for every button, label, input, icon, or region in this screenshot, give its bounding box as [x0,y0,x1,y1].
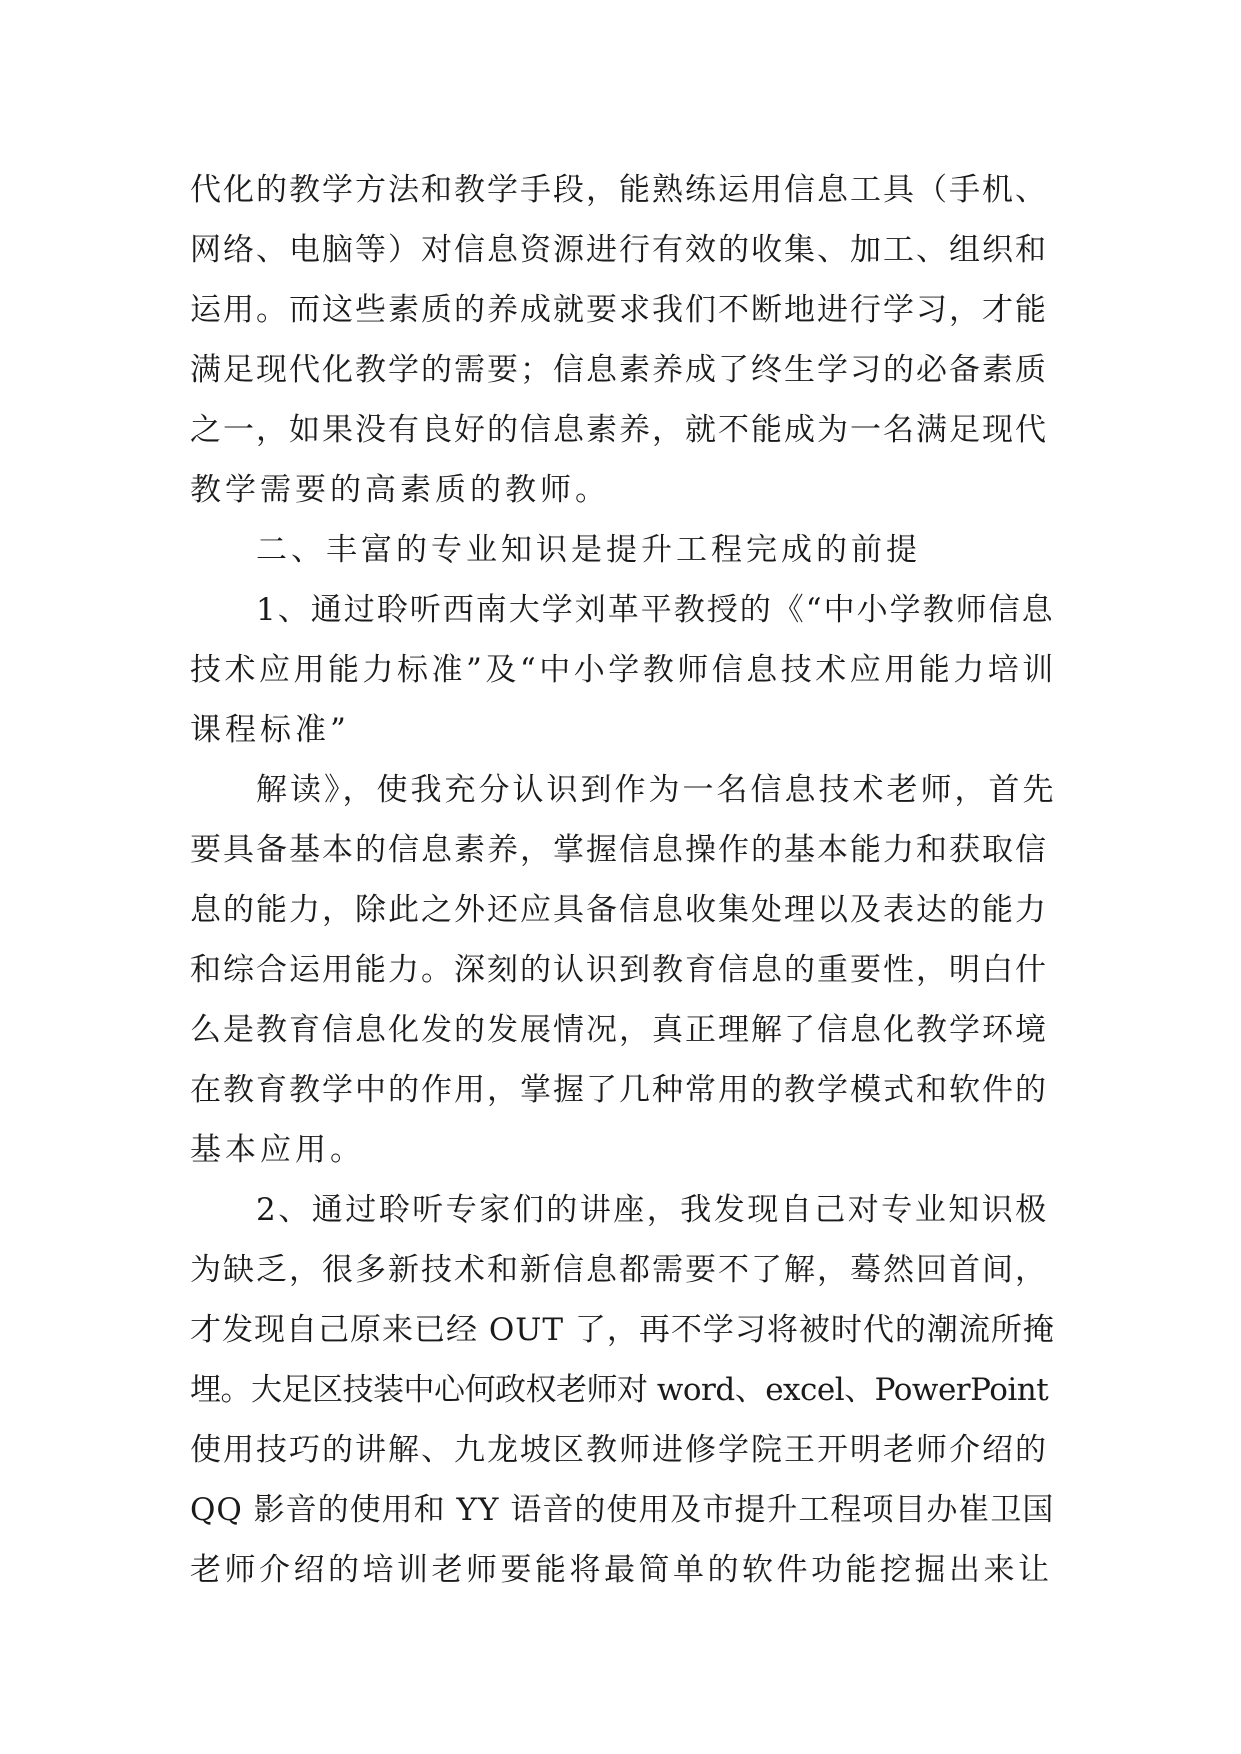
text-line: 课程标准” [190,712,350,748]
text-line: 代化的教学方法和教学手段，能熟练运用信息工具（手机、 [190,172,1048,208]
text-line: 1、通过聆听西南大学刘革平教授的《“中小学教师信息 [256,592,1055,628]
text-line: 教学需要的高素质的教师。 [190,472,610,508]
text-line: 技术应用能力标准”及“中小学教师信息技术应用能力培训 [190,652,1057,688]
text-line: 息的能力，除此之外还应具备信息收集处理以及表达的能力 [190,892,1048,928]
text-line: 2、通过聆听专家们的讲座，我发现自己对专业知识极 [256,1192,1049,1228]
text-line: 和综合运用能力。深刻的认识到教育信息的重要性，明白什 [190,952,1048,988]
text-line: 网络、电脑等）对信息资源进行有效的收集、加工、组织和 [190,232,1048,268]
text-line: QQ 影音的使用和 YY 语音的使用及市提升工程项目办崔卫国 [190,1492,1055,1528]
text-line: 要具备基本的信息素养，掌握信息操作的基本能力和获取信 [190,832,1048,868]
text-line: 为缺乏，很多新技术和新信息都需要不了解，蓦然回首间， [190,1252,1048,1288]
text-line: 二、丰富的专业知识是提升工程完成的前提 [256,532,921,568]
text-line: 基本应用。 [190,1132,365,1168]
text-line: 运用。而这些素质的养成就要求我们不断地进行学习，才能 [190,292,1048,328]
text-line: 在教育教学中的作用，掌握了几种常用的教学模式和软件的 [190,1072,1048,1108]
text-line: 使用技巧的讲解、九龙坡区教师进修学院王开明老师介绍的 [190,1432,1048,1468]
text-line: 埋。大足区技装中心何政权老师对 word、excel、PowerPoint [190,1372,1049,1408]
text-line: 老师介绍的培训老师要能将最简单的软件功能挖掘出来让 [190,1552,1053,1588]
text-line: 之一，如果没有良好的信息素养，就不能成为一名满足现代 [190,412,1048,448]
document-body [190,160,1060,1600]
text-line: 么是教育信息化发的发展情况，真正理解了信息化教学环境 [190,1012,1048,1048]
text-line: 才发现自己原来已经 OUT 了，再不学习将被时代的潮流所掩 [190,1312,1055,1348]
text-line: 满足现代化教学的需要；信息素养成了终生学习的必备素质 [190,352,1048,388]
text-line: 解读》，使我充分认识到作为一名信息技术老师，首先 [256,772,1057,808]
